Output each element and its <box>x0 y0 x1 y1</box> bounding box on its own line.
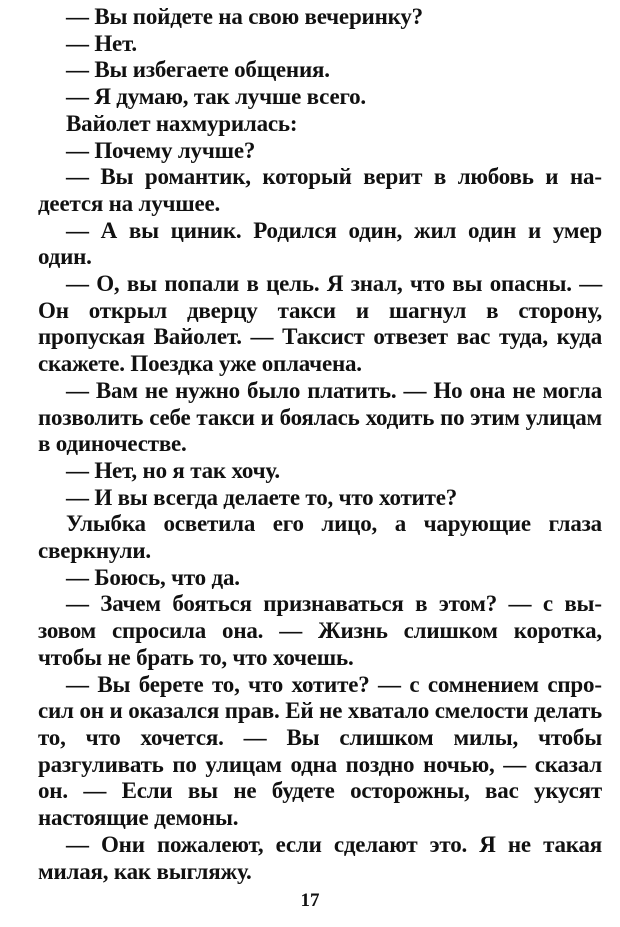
paragraph-13: Улыбка осветила его лицо, а чарующие глаза сверкнули. <box>38 511 602 564</box>
page-number: 17 <box>300 890 320 911</box>
paragraph-11: — Нет, но я так хочу. <box>66 457 280 483</box>
paragraph-17: — Они пожалеют, если сделают это. Я не такая милая, как выгляжу. <box>38 831 602 884</box>
paragraph-6: — Почему лучше? <box>66 137 256 163</box>
paragraph-7: — Вы романтик, который верит в любовь и надеется на лучшее. <box>38 164 602 216</box>
paragraph-2: — Нет. <box>66 30 137 56</box>
paragraph-14: — Боюсь, что да. <box>66 564 240 590</box>
paragraph-4: — Я думаю, так лучше всего. <box>66 84 366 110</box>
paragraph-16: — Вы берете то, что хотите? — с сомнением спросил он и оказался прав. Ей не хватало смелости делать то, что хочется. — Вы слишком милы, чтобы разгуливать по улицам одна поздно ночью, — сказал он. — Если вы не будете осторожны, вас укусят настоящие демоны. <box>38 671 602 831</box>
paragraph-12: — И вы всегда делаете то, что хотите? <box>66 484 458 510</box>
paragraph-9: — О, вы попали в цель. Я знал, что вы опасны. — Он открыл дверцу такси и шагнул в сторону, пропуская Вайолет. — Таксист отвезет вас туда, куда скажете. Поездка уже оплачена. <box>38 271 602 377</box>
page-text <box>38 4 602 885</box>
paragraph-15: — Зачем бояться признаваться в этом? — с вызовом спросила она. — Жизнь слишком коротка, чтобы не брать то, что хочешь. <box>38 591 602 670</box>
paragraph-8: — А вы циник. Родился один, жил один и умер один. <box>38 217 602 270</box>
paragraph-3: — Вы избегаете общения. <box>66 57 330 83</box>
paragraph-5: Вайолет нахмурилась: <box>66 110 298 136</box>
paragraph-1: — Вы пойдете на свою вечеринку? <box>66 4 423 29</box>
paragraph-10: — Вам не нужно было платить. — Но она не могла позволить себе такси и боялась ходить по этим улицам в одиночестве. <box>38 377 602 457</box>
